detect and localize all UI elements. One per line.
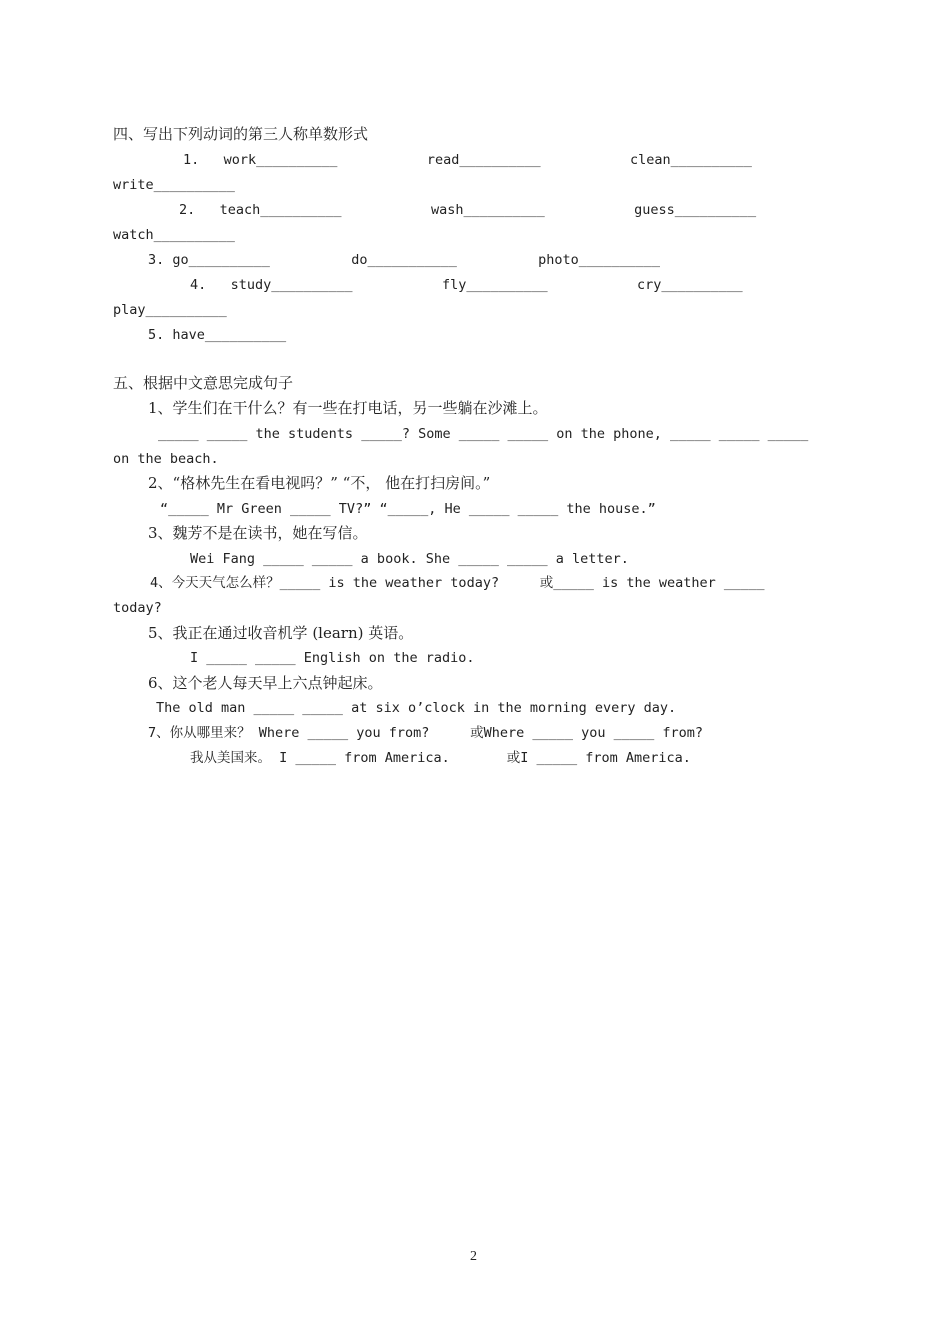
sentence-5-chinese: 5、我正在通过收音机学 (learn) 英语。 <box>148 624 414 642</box>
sentence-7-answer: 我从美国来。 I _____ from America. 或I _____ from America. <box>190 750 691 766</box>
sentence-5-english: I _____ _____ English on the radio. <box>190 650 475 666</box>
exercise-4-row-1-cont: write__________ <box>113 177 235 193</box>
section-5-title: 五、根据中文意思完成句子 <box>113 374 294 392</box>
page-number: 2 <box>470 1249 477 1264</box>
exercise-4-row-4-cont: play__________ <box>113 302 227 318</box>
sentence-1-english: _____ _____ the students _____? Some _____ _____ on the phone, _____ _____ _____ <box>158 426 809 442</box>
sentence-3-chinese: 3、魏芳不是在读书，她在写信。 <box>148 524 368 542</box>
exercise-4-row-1: 1. work__________ read__________ clean__________ <box>183 152 752 168</box>
sentence-4: 4、今天天气怎么样？_____ is the weather today? 或_____ is the weather _____ <box>150 575 765 591</box>
sentence-4-cont: today? <box>113 600 162 616</box>
sentence-6-english: The old man _____ _____ at six o’clock in the morning every day. <box>156 700 677 716</box>
exercise-4-row-2-cont: watch__________ <box>113 227 235 243</box>
sentence-6-chinese: 6、这个老人每天早上六点钟起床。 <box>148 674 383 692</box>
section-4-title: 四、写出下列动词的第三人称单数形式 <box>113 125 369 143</box>
exercise-4-row-5: 5. have__________ <box>148 327 287 343</box>
sentence-3-english: Wei Fang _____ _____ a book. She _____ _____ a letter. <box>190 551 629 567</box>
sentence-1-english-cont: on the beach. <box>113 451 219 467</box>
sentence-2-english: “_____ Mr Green _____ TV?” “_____, He _____ _____ the house.” <box>160 501 656 517</box>
sentence-7-question: 7、你从哪里来？ Where _____ you from? 或Where _____ you _____ from? <box>148 725 704 741</box>
exercise-4-row-2: 2. teach__________ wash__________ guess__________ <box>179 202 757 218</box>
sentence-1-chinese: 1、学生们在干什么？有一些在打电话，另一些躺在沙滩上。 <box>148 399 548 417</box>
sentence-2-chinese: 2、“格林先生在看电视吗？” “不， 他在打扫房间。” <box>148 474 491 492</box>
exercise-4-row-3: 3. go__________ do___________ photo__________ <box>148 252 661 268</box>
exercise-4-row-4: 4. study__________ fly__________ cry__________ <box>190 277 743 293</box>
